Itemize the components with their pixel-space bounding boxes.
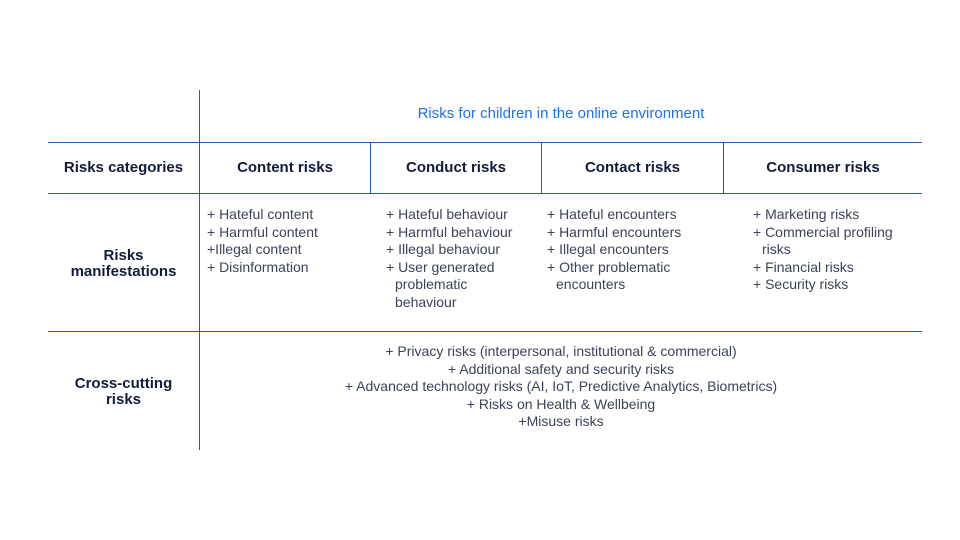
- list-item-continuation: problematic: [395, 276, 468, 293]
- list-item: + Harmful encounters: [547, 223, 682, 240]
- list-item-continuation: risks: [762, 241, 791, 258]
- list-item: + Harmful behaviour: [386, 223, 513, 240]
- list-item: + Marketing risks: [753, 206, 860, 222]
- list-item: + Commercial profiling: [753, 223, 893, 240]
- header-consumer-risks: Consumer risks: [766, 159, 880, 176]
- list-item: +Illegal content: [207, 241, 302, 258]
- list-item: + Advanced technology risks (AI, IoT, Predictive Analytics, Biometrics): [344, 378, 778, 395]
- consumer-risks-list: [753, 206, 921, 294]
- list-item: + Hateful encounters: [547, 206, 677, 222]
- row-label-line: risks: [105, 391, 142, 408]
- list-item: + Security risks: [753, 276, 849, 293]
- list-item: + Hateful behaviour: [386, 206, 508, 222]
- list-item: + Risks on Health & Wellbeing: [466, 395, 656, 412]
- row-label-cross-cutting-risks: [48, 376, 199, 408]
- list-item: + Other problematic: [547, 258, 671, 275]
- row-label-line: manifestations: [70, 263, 177, 280]
- header-risks-categories: Risks categories: [63, 159, 184, 176]
- list-item: + Harmful content: [207, 223, 318, 240]
- list-item: + Privacy risks (interpersonal, institutional & commercial): [385, 343, 737, 359]
- list-item: + Additional safety and security risks: [447, 360, 675, 377]
- conduct-risks-list: [386, 206, 541, 312]
- header-contact-risks: Contact risks: [584, 159, 681, 176]
- cross-cutting-risks-list: [200, 343, 922, 431]
- content-risks-list: [207, 206, 367, 276]
- grid-divider-under-manifestations: [48, 331, 922, 332]
- list-item: + Disinformation: [207, 258, 309, 275]
- list-item-continuation: behaviour: [395, 293, 457, 310]
- row-label-line: Risks: [103, 247, 144, 264]
- contact-risks-list: [547, 206, 722, 294]
- list-item: + Illegal encounters: [547, 241, 669, 258]
- list-item-continuation: encounters: [556, 276, 626, 293]
- list-item: + Financial risks: [753, 258, 854, 275]
- list-item: + Illegal behaviour: [386, 241, 501, 258]
- list-item: + Hateful content: [207, 206, 314, 222]
- grid-divider-under-headers: [48, 193, 922, 194]
- list-item: + User generated: [386, 258, 495, 275]
- row-label-line: Cross-cutting: [74, 375, 173, 392]
- table-banner-title: Risks for children in the online environment: [417, 105, 705, 122]
- header-conduct-risks: Conduct risks: [405, 159, 507, 176]
- list-item: +Misuse risks: [518, 413, 604, 430]
- grid-divider-under-banner: [48, 142, 922, 143]
- row-label-risks-manifestations: [48, 248, 199, 280]
- header-content-risks: Content risks: [237, 159, 333, 176]
